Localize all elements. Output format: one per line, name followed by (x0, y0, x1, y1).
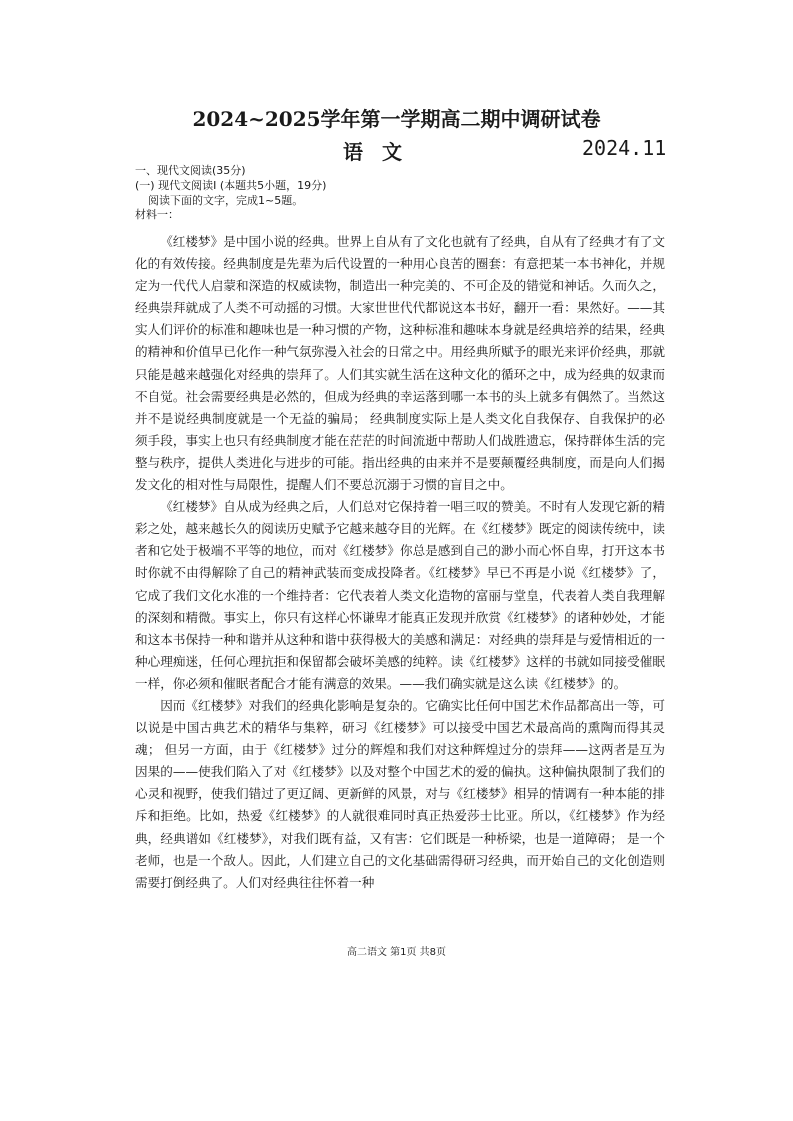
subsection-heading: (一) 现代文阅读Ⅰ (本题共5小题，19分) (135, 179, 327, 192)
reading-passage (135, 231, 665, 894)
exam-title: 2024~2025学年第一学期高二期中调研试卷 (192, 107, 601, 131)
paragraph: 《红楼梦》是中国小说的经典。世界上自从有了文化也就有了经典，自从有了经典才有了文化的有效传接。经典制度是先辈为后代设置的一种用心良苦的圈套：有意把某一本书神化，并规定为一代代人启蒙和深造的权威读物，制造出一种完美的、不可企及的错觉和神话。久而久之，经典崇拜就成了人类不可动摇的习惯。大家世世代代都说这本书好，翻开一看：果然好。——其实人们评价的标准和趣味也是一种习惯的产物，这种标准和趣味本身就是经典培养的结果，经典的精神和价值早已化作一种气氛弥漫入社会的日常之中。用经典所赋予的眼光来评价经典，那就只能是越来越强化对经典的崇拜了。人们其实就生活在这种文化的循环之中，成为经典的奴隶而不自觉。社会需要经典是必然的，但成为经典的幸运落到哪一本书的头上就多有偶然了。当然这并不是说经典制度就是一个无益的骗局； 经典制度实际上是人类文化自我保存、自我保护的必须手段，事实上也只有经典制度才能在茫茫的时间流逝中帮助人们战胜遗忘，保持群体生活的完整与秩序，提供人类进化与进步的可能。指出经典的由来并不是要颠覆经典制度，而是向人们揭发文化的相对性与局限性，提醒人们不要总沉溺于习惯的盲目之中。 (135, 234, 665, 493)
paragraph: 因而《红楼梦》对我们的经典化影响是复杂的。它确实比任何中国艺术作品都高出一等，可以说是中国古典艺术的精华与集粹，研习《红楼梦》可以接受中国艺术最高尚的熏陶而得其灵魂； 但另一方面，由于《红楼梦》过分的辉煌和我们对这种辉煌过分的崇拜——这两者是互为因果的——使我们陷入了对《红楼梦》以及对整个中国艺术的爱的偏执。这种偏执限制了我们的心灵和视野，使我们错过了更辽阔、更新鲜的风景，对与《红楼梦》相异的情调有一种本能的排斥和拒绝。比如，热爱《红楼梦》的人就很难同时真正热爱莎士比亚。所以，《红楼梦》作为经典，经典谱如《红楼梦》，对我们既有益，又有害：它们既是一种桥梁，也是一道障碍； 是一个老师，也是一个敌人。因此，人们建立自己的文化基础需得研习经典，而开始自己的文化创造则需要打倒经典了。人们对经典往往怀着一种 (135, 697, 665, 890)
section-heading: 一、现代文阅读(35分) (135, 164, 246, 177)
paragraph: 《红楼梦》自从成为经典之后，人们总对它保持着一唱三叹的赞美。不时有人发现它新的精彩之处，越来越长久的阅读历史赋予它越来越夺目的光辉。在《红楼梦》既定的阅读传统中，读者和它处于极端不平等的地位，而对《红楼梦》你总是感到自己的渺小而心怀自卑，打开这本书时你就不由得解除了自己的精神武装而变成投降者。《红楼梦》早已不再是小说《红楼梦》了，它成了我们文化水准的一个维持者：它代表着人类文化造物的富丽与堂皇，代表着人类自我理解的深刻和精微。事实上，你只有这样心怀谦卑才能真正发现并欣赏《红楼梦》的诸种妙处，才能和这本书保持一种和谐并从这种和谐中获得极大的美感和满足：对经典的崇拜是与爱情相近的一种心理痴迷，任何心理抗拒和保留都会破坏美感的纯粹。读《红楼梦》这样的书就如同接受催眠一样，你必须和催眠者配合才能有满意的效果。——我们确实就是这么读《红楼梦》的。 (135, 499, 665, 691)
exam-date: 2024.11 (582, 136, 667, 160)
page-footer: 高二语文 第1页 共8页 (346, 947, 447, 958)
reading-instruction: 阅读下面的文字，完成1~5题。 (148, 194, 304, 207)
material-label: 材料一： (135, 208, 179, 221)
subject-label: 语 文 (343, 140, 408, 164)
